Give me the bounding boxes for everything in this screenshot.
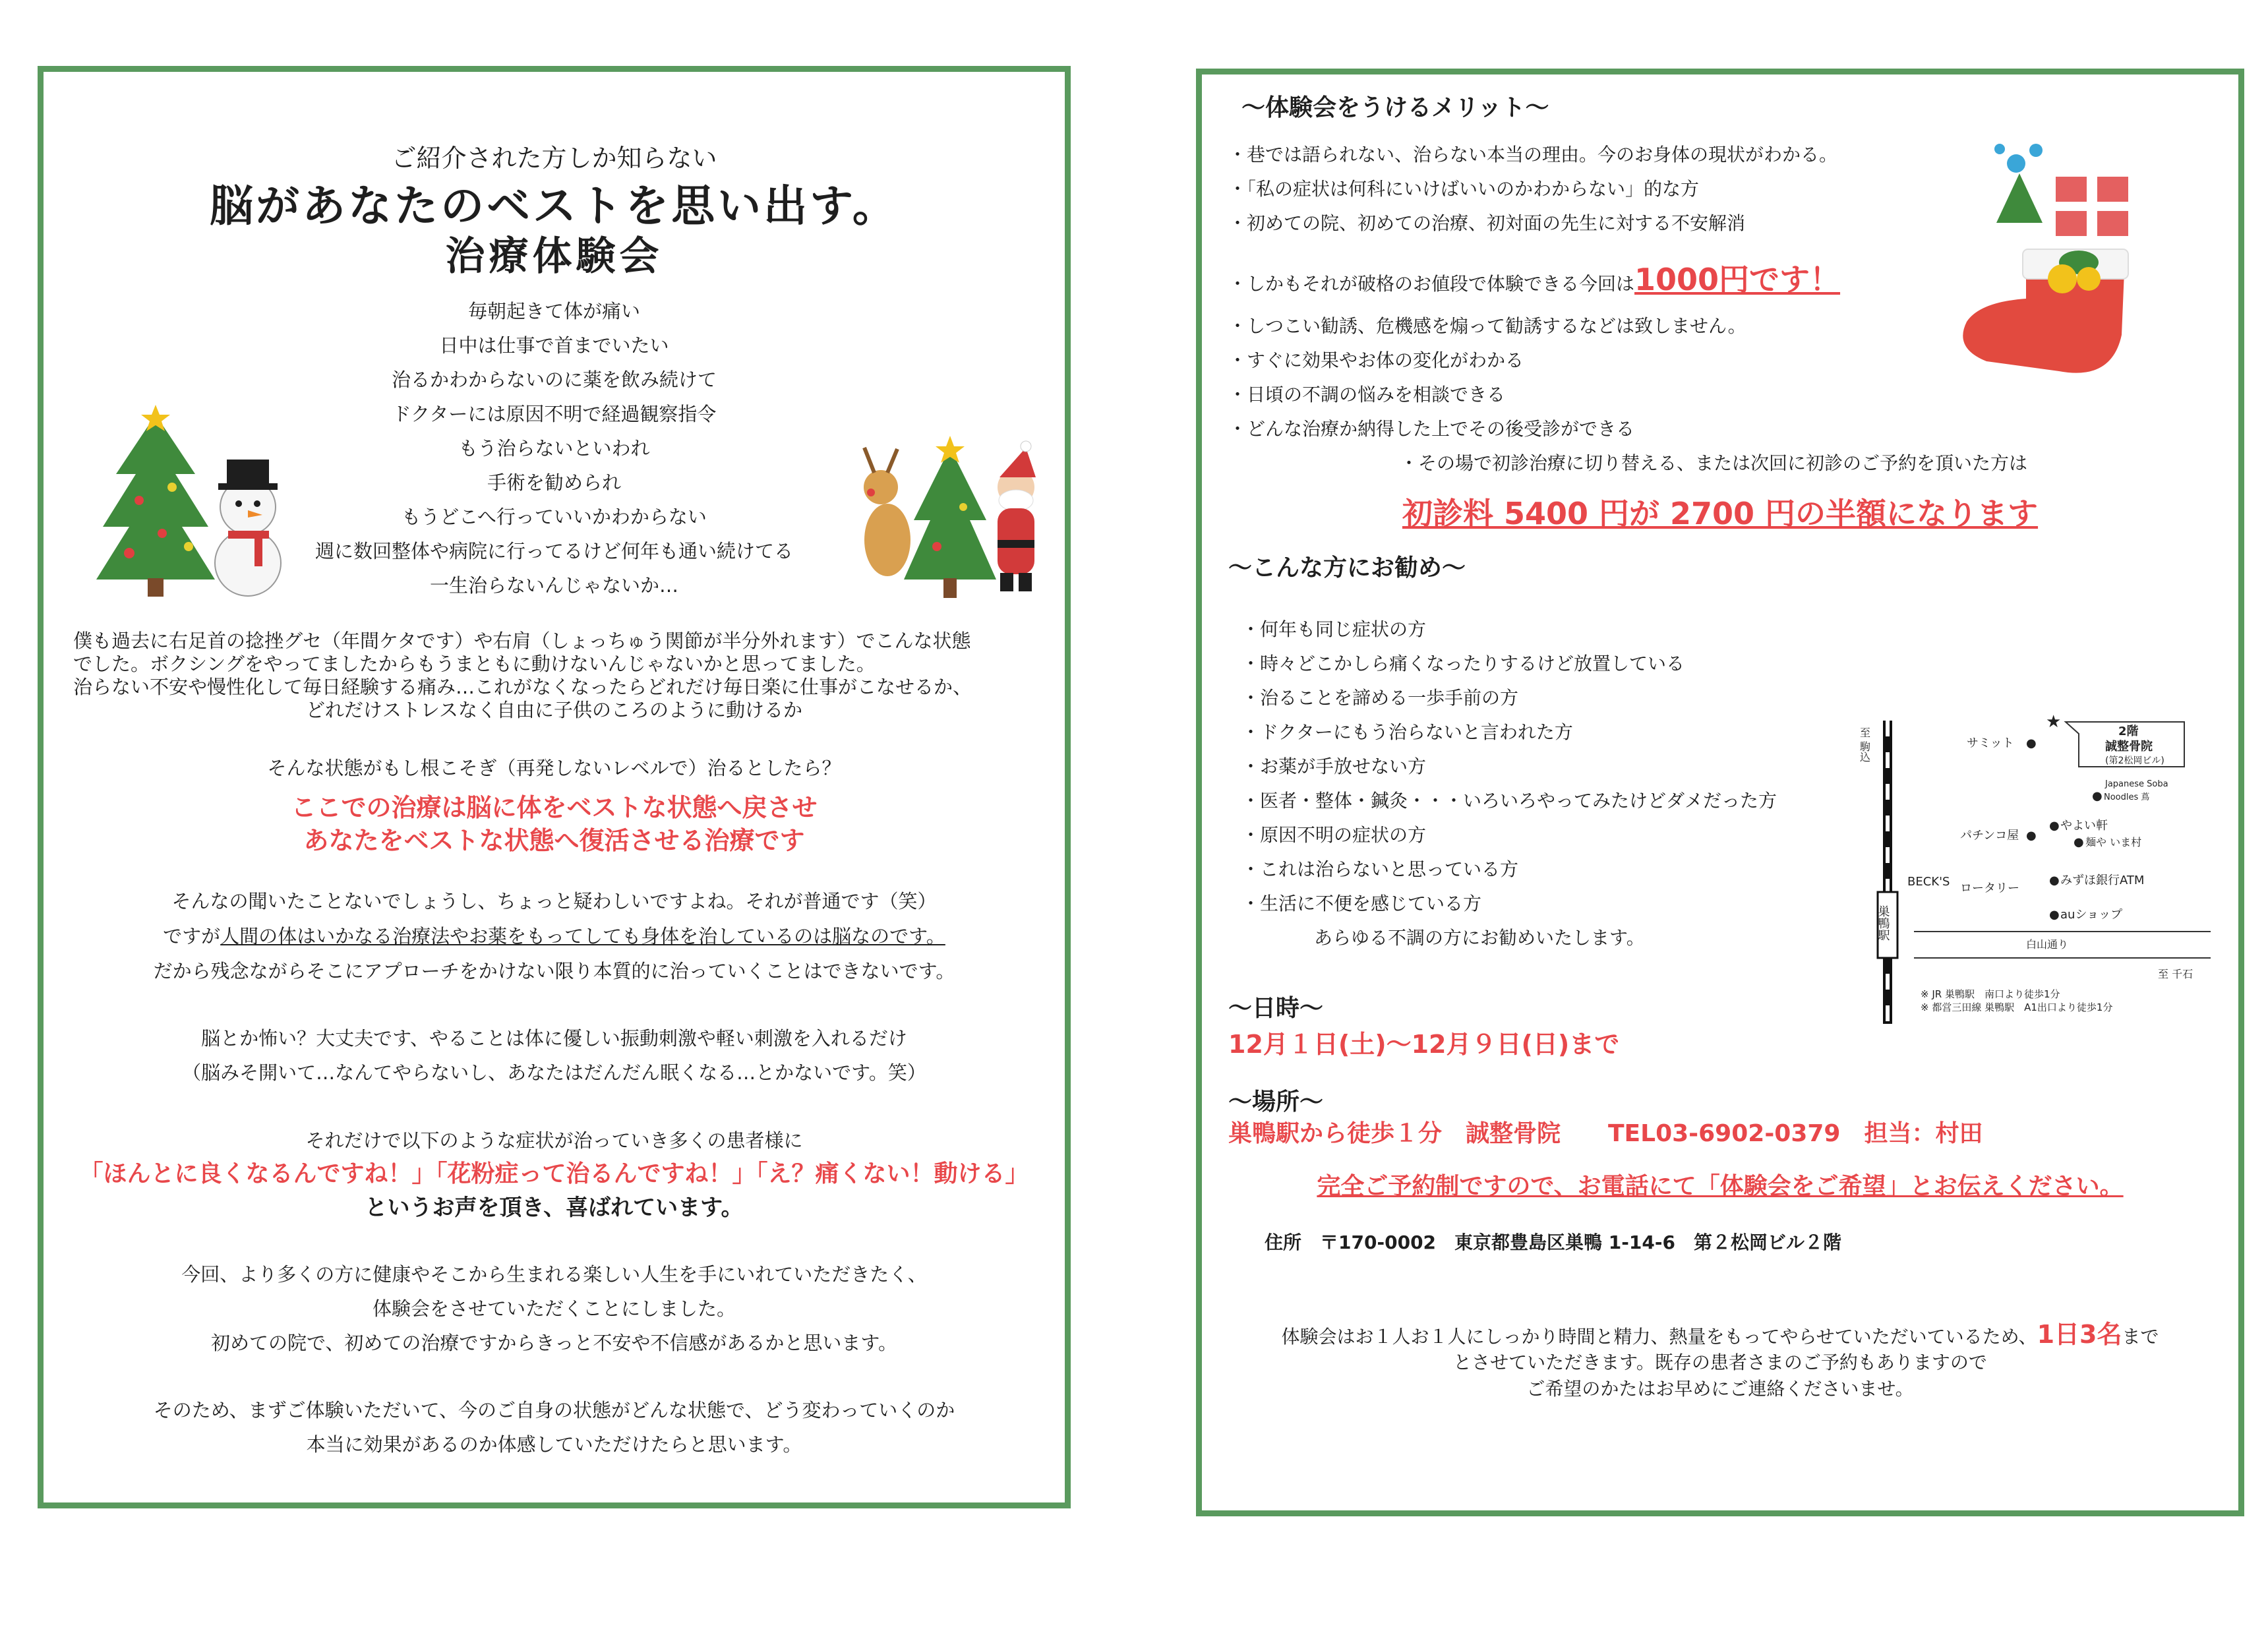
symptom-item: 一生治らないんじゃないか… (429, 574, 678, 597)
recommend-item: ・治ることを諦める一歩手前の方 (1241, 687, 1519, 709)
address-label: 住所 (1265, 1232, 1302, 1253)
map-yayoi: やよい軒 (2060, 819, 2108, 833)
paragraph-line: それだけで以下のような症状が治っていき多くの患者様に (305, 1129, 803, 1152)
story-line: でした。ボクシングをやってましたからもうまともに動けないんじゃないかと思ってました。 (73, 653, 876, 675)
price-intro: ・しかもそれが破格のお値段で体験できる今回は (1228, 273, 1635, 295)
footer-text: 体験会はお１人お１人にしっかり時間と精力、熱量をもってやらせていただいているため、 (1281, 1326, 2037, 1348)
footer-line: ご希望のかたはお早めにご連絡くださいませ。 (1526, 1378, 1914, 1400)
map-pachinko: パチンコ屋 (1960, 829, 2019, 843)
question-text: そんな状態がもし根こそぎ（再発しないレベルで）治るとしたら？ (267, 757, 841, 779)
place-heading: ～場所～ (1228, 1088, 1324, 1115)
svg-text:●: ● (2049, 819, 2060, 833)
footer-line (1202, 1314, 2238, 1350)
reservation-note: 完全ご予約制ですので、お電話にて「体験会をご希望」とお伝えください。 (1317, 1173, 2124, 1200)
symptom-item: もうどこへ行っていいかわからない (402, 506, 707, 528)
footer-suffix: まで (2122, 1326, 2159, 1348)
paragraph-line (44, 924, 1065, 948)
map-au: auショップ (2060, 908, 2123, 922)
merit-item: ・日頃の不調の悩みを相談できる (1228, 384, 1506, 405)
recommend-item: ・お薬が手放せない方 (1241, 756, 1427, 777)
merit-item: ・「私の症状は何科にいけばいいのかわからない」的な方 (1228, 178, 1700, 200)
event-date: 12月１日(土)～12月９日(日)まで (1228, 1030, 1620, 1059)
recommend-heading: ～こんな方にお勧め～ (1228, 554, 1466, 581)
symptom-item: 治るかわからないのに薬を飲み続けて (391, 369, 717, 391)
recommend-item: ・原因不明の症状の方 (1241, 824, 1427, 846)
answer-line: ここでの治療は脳に体をベストな状態へ戻させ (291, 793, 818, 822)
symptom-item: 手術を勧められ (487, 471, 621, 494)
address-value: 〒170-0002 東京都豊島区巣鴨 1-14-6 第２松岡ビル２階 (1320, 1232, 1841, 1253)
closing-line: 本当に効果があるのか体感していただけたらと思います。 (306, 1433, 802, 1456)
map-atm: みずほ銀行ATM (2060, 874, 2145, 887)
merit-heading: ～体験会をうけるメリット～ (1241, 94, 1549, 121)
main-title: 脳があなたのベストを思い出す。 (210, 180, 899, 231)
paragraph-prefix: ですが (163, 925, 221, 947)
map-summit: サミット (1967, 736, 2014, 750)
subtitle: ご紹介された方しか知らない (391, 144, 717, 173)
address-line (1265, 1228, 1841, 1255)
closing-line: 今回、より多くの方に健康やそこから生まれる楽しい人生を手にいれていただきたく、 (181, 1263, 927, 1286)
recommend-item: ・生活に不便を感じている方 (1241, 893, 1482, 914)
symptom-item: 毎朝起きて体が痛い (467, 300, 640, 322)
map-note-jr: ※ JR 巣鴨駅 南口より徒歩1分 (1921, 988, 2060, 1000)
switch-line: ・その場で初診治療に切り替える、または次回に初診のご予約を頂いた方は (1400, 452, 2028, 474)
story-line: 僕も過去に右足首の捻挫グセ（年間ケタです）や右肩（しょっちゅう関節が半分外れます）でこんな状態 (73, 630, 971, 652)
symptom-item: ドクターには原因不明で経過観察指令 (392, 403, 717, 425)
story-line: 治らない不安や慢性化して毎日経験する痛み…これがなくなったらどれだけ毎日楽に仕事がこなせるか、 (73, 676, 972, 698)
svg-text:●: ● (2074, 835, 2084, 849)
recommend-item: ・ドクターにもう治らないと言われた方 (1241, 721, 1573, 743)
event-title: 治療体験会 (445, 233, 663, 280)
svg-text:●: ● (2049, 908, 2060, 922)
map-clinic: 誠整骨院 (2105, 740, 2153, 754)
left-flyer-panel (38, 66, 1071, 1508)
recommend-item: ・何年も同じ症状の方 (1241, 618, 1427, 640)
access-map (1815, 714, 2211, 1057)
price-line (1228, 256, 1840, 299)
story-line: どれだけストレスなく自由に子供のころのように動けるか (305, 699, 803, 721)
closing-line: 体験会をさせていただくことにしました。 (372, 1297, 736, 1320)
map-shop: 麺や いま村 (2085, 836, 2142, 848)
recommend-item: ・時々どこかしら痛くなったりするけど放置している (1241, 653, 1685, 674)
map-to-sengoku: 至 千石 (2158, 968, 2193, 980)
closing-line: 初めての院で、初めての治療ですからきっと不安や不信感があるかと思います。 (210, 1332, 898, 1354)
symptom-item: 日中は仕事で首までいたい (439, 334, 669, 357)
merit-item: ・どんな治療か納得した上でその後受診ができる (1228, 418, 1635, 440)
map-to-komagome: 至 駒込 (1858, 727, 1871, 763)
map-building: (第2松岡ビル) (2105, 756, 2164, 766)
recommend-item: ・これは治らないと思っている方 (1241, 858, 1519, 880)
merit-item: ・初めての院、初めての治療、初対面の先生に対する不安解消 (1228, 212, 1746, 234)
map-becks: BECK'S (1907, 875, 1950, 889)
price-value: 1000円です！ (1634, 262, 1841, 297)
map-soba-1: Japanese Soba (2105, 779, 2168, 789)
testimonial-tail: というお声を頂き、喜ばれています。 (365, 1195, 744, 1221)
date-heading: ～日時～ (1228, 995, 1324, 1022)
recommend-item: ・医者・整体・鍼灸・・・いろいろやってみたけどダメだった方 (1241, 790, 1777, 812)
map-street: 白山通り (2026, 938, 2069, 951)
closing-line: そのため、まずご体験いただいて、今のご自身の状態がどんな状態で、どう変わっていくのか (153, 1399, 955, 1421)
footer-line: とさせていただきます。既存の患者さまのご予約もありますので (1453, 1352, 1987, 1373)
merit-item: ・しつこい勧誘、危機感を煽って勧誘するなどは致しません。 (1228, 315, 1746, 337)
discount-banner: 初診料 5400 円が 2700 円の半額になります (1402, 496, 2039, 531)
paragraph-line: だから残念ながらそこにアプローチをかけない限り本質的に治っていくことはできないです。 (153, 960, 955, 982)
svg-text:●: ● (2026, 829, 2037, 843)
symptom-item: 週に数回整体や病院に行ってるけど何年も通い続けてる (314, 540, 793, 562)
svg-text:●: ● (2092, 789, 2103, 803)
map-note-mita: ※ 都営三田線 巣鴨駅 A1出口より徒歩1分 (1921, 1001, 2113, 1013)
christmas-boot-illustration (1947, 137, 2164, 394)
paragraph-line: （脳みそ開いて…なんてやらないし、あなたはだんだん眠くなる…とかないです。笑） (182, 1061, 926, 1084)
answer-line: あなたをベストな状態へ復活させる治療です (303, 826, 805, 855)
paragraph-line: 脳とか怖い？大丈夫です、やることは体に優しい振動刺激や軽い刺激を入れるだけ (201, 1027, 907, 1050)
right-flyer-panel (1196, 69, 2244, 1516)
paragraph-line: そんなの聞いたことないでしょうし、ちょっと疑わしいですよね。それが普通です（笑） (171, 890, 937, 912)
map-soba-2: Noodles 蔦 (2104, 792, 2150, 802)
merit-item: ・巷では語られない、治らない本当の理由。今のお身体の現状がわかる。 (1228, 144, 1838, 165)
map-rotary: ロータリー (1960, 881, 2019, 895)
map-floor: 2階 (2118, 725, 2139, 738)
testimonial-quote: 「ほんとに良くなるんですね！」「花粉症って治るんですね！」「え？痛くない！動ける」 (79, 1160, 1029, 1187)
symptom-item: もう治らないといわれ (458, 437, 650, 460)
tree-snowman-illustration (90, 401, 307, 599)
key-message: 人間の体はいかなる治療法やお薬をもってしても身体を治しているのは脳なのです。 (220, 925, 945, 947)
map-star-icon: ★ (2046, 712, 2062, 732)
reindeer-santa-illustration (851, 434, 1049, 606)
place-phone: 巣鴨駅から徒歩１分 誠整骨院 TEL03-6902-0379 担当：村田 (1228, 1120, 1983, 1147)
map-station-label: 巣鴨駅 (1876, 905, 1890, 941)
svg-text:●: ● (2026, 736, 2037, 750)
daily-limit: 1日3名 (2037, 1320, 2122, 1349)
merit-item: ・すぐに効果やお体の変化がわかる (1228, 349, 1524, 371)
recommend-tail: あらゆる不調の方にお勧めいたします。 (1314, 927, 1645, 949)
svg-text:●: ● (2049, 874, 2060, 887)
